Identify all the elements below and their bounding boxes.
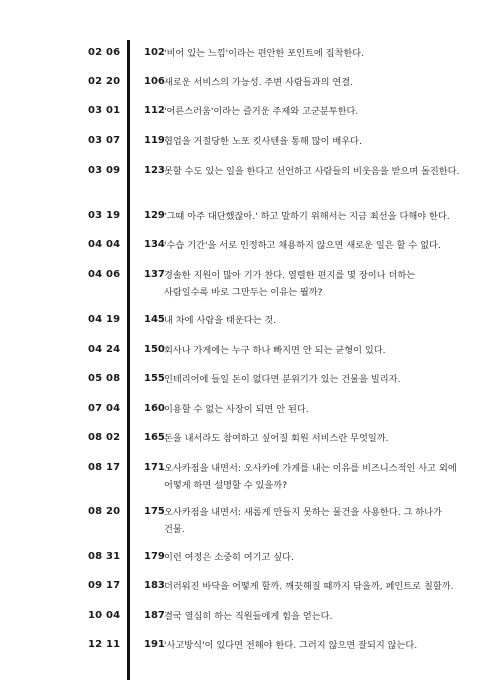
entry-page-number: 155 <box>144 373 165 384</box>
entry-title: 이용할 수 없는 사장이 되면 안 된다. <box>164 404 309 415</box>
entry-title: '비어 있는 느낌'이라는 편안한 포인트에 집착한다. <box>164 48 365 59</box>
entry-page-number: 123 <box>144 165 165 176</box>
entry-date: 02 06 <box>88 47 121 58</box>
entry-date: 03 09 <box>88 165 121 176</box>
entry-page-number: 134 <box>144 239 165 250</box>
entry-date: 03 19 <box>88 210 121 221</box>
entry-title: 결국 열심히 하는 직원들에게 힘을 얻는다. <box>164 611 333 622</box>
entry-title: 새로운 서비스의 가능성. 주변 사람들과의 연결. <box>164 77 354 88</box>
entry-page-number: 112 <box>144 105 165 116</box>
entry-date: 10 04 <box>88 610 121 621</box>
entry-date: 07 04 <box>88 403 121 414</box>
entry-page-number: 183 <box>144 580 165 591</box>
entry-title: '수습 기간'을 서로 인정하고 채용하지 않으면 새로운 일은 할 수 없다. <box>164 240 441 251</box>
entry-page-number: 175 <box>144 506 165 517</box>
entry-page-number: 160 <box>144 403 165 414</box>
entry-title: 협업을 거절당한 노포 킷사텐을 통해 많이 배우다. <box>164 136 362 147</box>
entry-date: 04 06 <box>88 269 121 280</box>
entry-title: 내 차에 사람을 태운다는 것. <box>164 315 277 326</box>
entry-date: 08 20 <box>88 506 121 517</box>
entry-date: 08 31 <box>88 551 121 562</box>
entry-date: 04 24 <box>88 344 121 355</box>
entry-page-number: 187 <box>144 610 165 621</box>
entry-page-number: 150 <box>144 344 165 355</box>
entry-title: '어른스러움'이라는 즐거운 주제와 고군분투한다. <box>164 106 359 117</box>
entry-title: 오사카점을 내면서: 새롭게 만들지 못하는 물건을 사용한다. 그 하나가 건물. <box>164 507 442 535</box>
entry-title: 경솔한 지원이 많아 기가 찬다. 열렬한 편지를 몇 장이나 더하는 사람일수록 바로 그만두는 이유는 뭘까? <box>164 270 416 298</box>
entry-page-number: 165 <box>144 432 165 443</box>
entry-page-number: 106 <box>144 76 165 87</box>
entry-title: '그때 아주 대단했잖아.' 하고 말하기 위해서는 지금 최선을 다해야 한다. <box>164 211 450 222</box>
entry-date: 02 20 <box>88 76 121 87</box>
entry-page-number: 119 <box>144 135 165 146</box>
entry-page-number: 102 <box>144 47 165 58</box>
entry-date: 08 02 <box>88 432 121 443</box>
entry-date: 08 17 <box>88 462 121 473</box>
entry-date: 12 11 <box>88 639 121 650</box>
entry-date: 03 07 <box>88 135 121 146</box>
entry-title: 못할 수도 있는 일을 한다고 선언하고 사람들의 비웃음을 받으며 돌진한다. <box>164 166 460 177</box>
entry-title: 이런 여정은 소중히 여기고 싶다. <box>164 552 294 563</box>
entry-title: 더러워진 바닥을 어떻게 할까. 깨끗해질 때까지 닦을까, 페인트로 칠할까. <box>164 581 454 592</box>
entry-page-number: 129 <box>144 210 165 221</box>
entry-title: 인테리어에 들일 돈이 없다면 분위기가 있는 건물을 빌리자. <box>164 374 401 385</box>
entry-date: 03 01 <box>88 105 121 116</box>
entry-date: 05 08 <box>88 373 121 384</box>
entry-title: 회사나 가게에는 누구 하나 빠지면 안 되는 균형이 있다. <box>164 345 386 356</box>
entry-page-number: 137 <box>144 269 165 280</box>
entry-page-number: 179 <box>144 551 165 562</box>
entry-date: 09 17 <box>88 580 121 591</box>
entry-title: 오사카점을 내면서: 오사카에 가게를 내는 이유를 비즈니스적인 사고 외에 어떻게 하면 설명할 수 있을까? <box>164 463 457 491</box>
entry-page-number: 171 <box>144 462 165 473</box>
entry-date: 04 19 <box>88 314 121 325</box>
entry-title: '사고방식'이 있다면 전해야 한다. 그러지 않으면 잘되지 않는다. <box>164 640 418 651</box>
entry-page-number: 191 <box>144 639 165 650</box>
timeline-divider <box>127 40 130 680</box>
entry-page-number: 145 <box>144 314 165 325</box>
entry-title: 돈을 내서라도 참여하고 싶어질 회원 서비스란 무엇일까. <box>164 433 389 444</box>
entry-date: 04 04 <box>88 239 121 250</box>
